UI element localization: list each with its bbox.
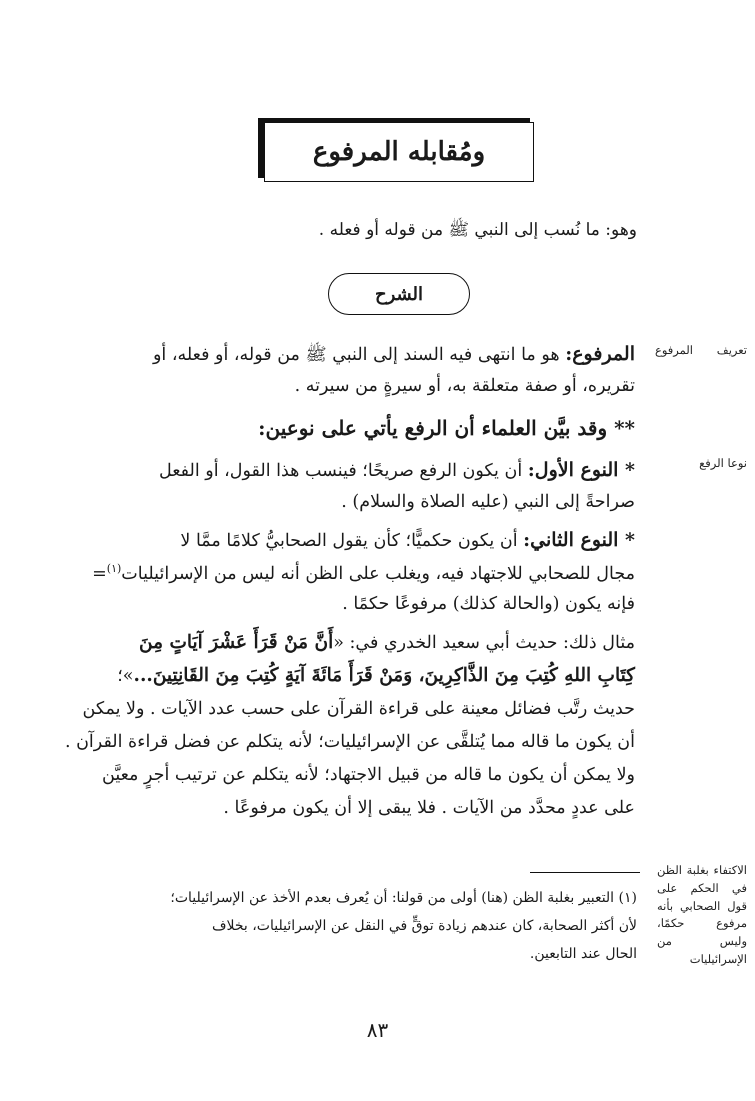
footnote-marker: (١) (618, 890, 637, 906)
margin-note-definition: تعريف المرفوع (655, 343, 747, 357)
type2-text-1: أن يكون حكميًّا؛ كأن يقول الصحابيُّ كلامًا ممَّا لا (180, 531, 524, 551)
footnote-divider (530, 872, 640, 873)
footnote-line-3: الحال عند التابعين. (529, 946, 637, 962)
type1-line-1 (159, 461, 635, 481)
example-line-1 (139, 634, 635, 653)
margin-note-types: نوعا الرفع (699, 456, 747, 470)
example-line-2 (117, 667, 635, 686)
hadith-quote-1: أَنَّ مَنْ قَرَأَ عَشْرَ آيَاتٍ مِنَ (139, 632, 334, 653)
definition-line-1 (153, 345, 635, 365)
quote-close: »؛ (117, 666, 134, 686)
continuation-mark: = (92, 563, 107, 584)
hadith-quote-2: كِتَابِ اللهِ كُتِبَ مِنَ الذَّاكِرِينَ، وَمَنْ قَرَأَ مَائَةَ آيَةٍ كُتِبَ مِنَ القَانِتِينَ... (133, 665, 635, 686)
sharh-label: الشرح (328, 273, 470, 315)
page-number: ٨٣ (366, 1018, 389, 1042)
example-line-6: على عددٍ محدَّد من الآيات . فلا يبقى إلا أن يكون مرفوعًا . (223, 798, 635, 818)
type2-line-2 (92, 563, 635, 583)
example-line-3: حديث رتَّب فضائل معينة على قراءة القرآن على حسب عدد الآيات . ولا يمكن (82, 699, 635, 719)
definition-text-1: هو ما انتهى فيه السند إلى النبي ﷺ من قوله، أو فعله، أو (152, 345, 566, 365)
type2-text-2: مجال للصحابي للاجتهاد فيه، ويغلب على الظن أنه ليس من الإسرائيليات (121, 563, 635, 584)
types-heading: ** وقد بيَّن العلماء أن الرفع يأتي على نوعين: (258, 416, 635, 440)
example-line-4: أن يكون ما قاله مما يُتلقَّى عن الإسرائيليات؛ لأنه يتكلم عن فضل قراءة القرآن . (64, 732, 635, 752)
chapter-title: ومُقابله المرفوع (264, 122, 534, 182)
chapter-title-frame (258, 118, 538, 184)
intro-text: وهو: ما نُسب إلى النبي ﷺ من قوله أو فعله . (318, 220, 637, 240)
margin-note-probability: الاكتفاء بغلبة الظن في الحكم على قول الصحابي بأنه مرفوع حكمًا، وليس من الإسرائيليات (657, 863, 747, 967)
example-intro: مثال ذلك: حديث أبي سعيد الخدري في: « (333, 633, 635, 653)
type1-line-2: صراحةً إلى النبي (عليه الصلاة والسلام) . (341, 492, 635, 512)
example-line-5: ولا يمكن أن يكون ما قاله من قبيل الاجتهاد؛ لأنه يتكلم عن ترتيب أجرٍ معيَّن (102, 765, 635, 785)
type2-line-1 (180, 531, 635, 551)
type2-line-3: فإنه يكون (والحالة كذلك) مرفوعًا حكمًا . (342, 594, 635, 614)
footnote-text-1: التعبير بغلبة الظن (هنا) أولى من قولنا: أن يُعرف بعدم الأخذ عن الإسرائيليات؛ (170, 890, 619, 906)
footnote-line-1 (170, 890, 637, 906)
type1-text-1: أن يكون الرفع صريحًا؛ فينسب هذا القول، أو الفعل (158, 461, 528, 481)
type1-label: * النوع الأول: (527, 459, 635, 481)
footnote-ref[interactable]: (١) (106, 562, 122, 575)
definition-line-2: تقريره، أو صفة متعلقة به، أو سيرةٍ من سيرته . (294, 376, 635, 396)
type2-label: * النوع الثاني: (523, 529, 635, 551)
footnote-line-2: لأن أكثر الصحابة، كان عندهم زيادة توقٍّ في النقل عن الإسرائيليات، بخلاف (212, 918, 637, 934)
definition-term: المرفوع: (565, 343, 635, 365)
